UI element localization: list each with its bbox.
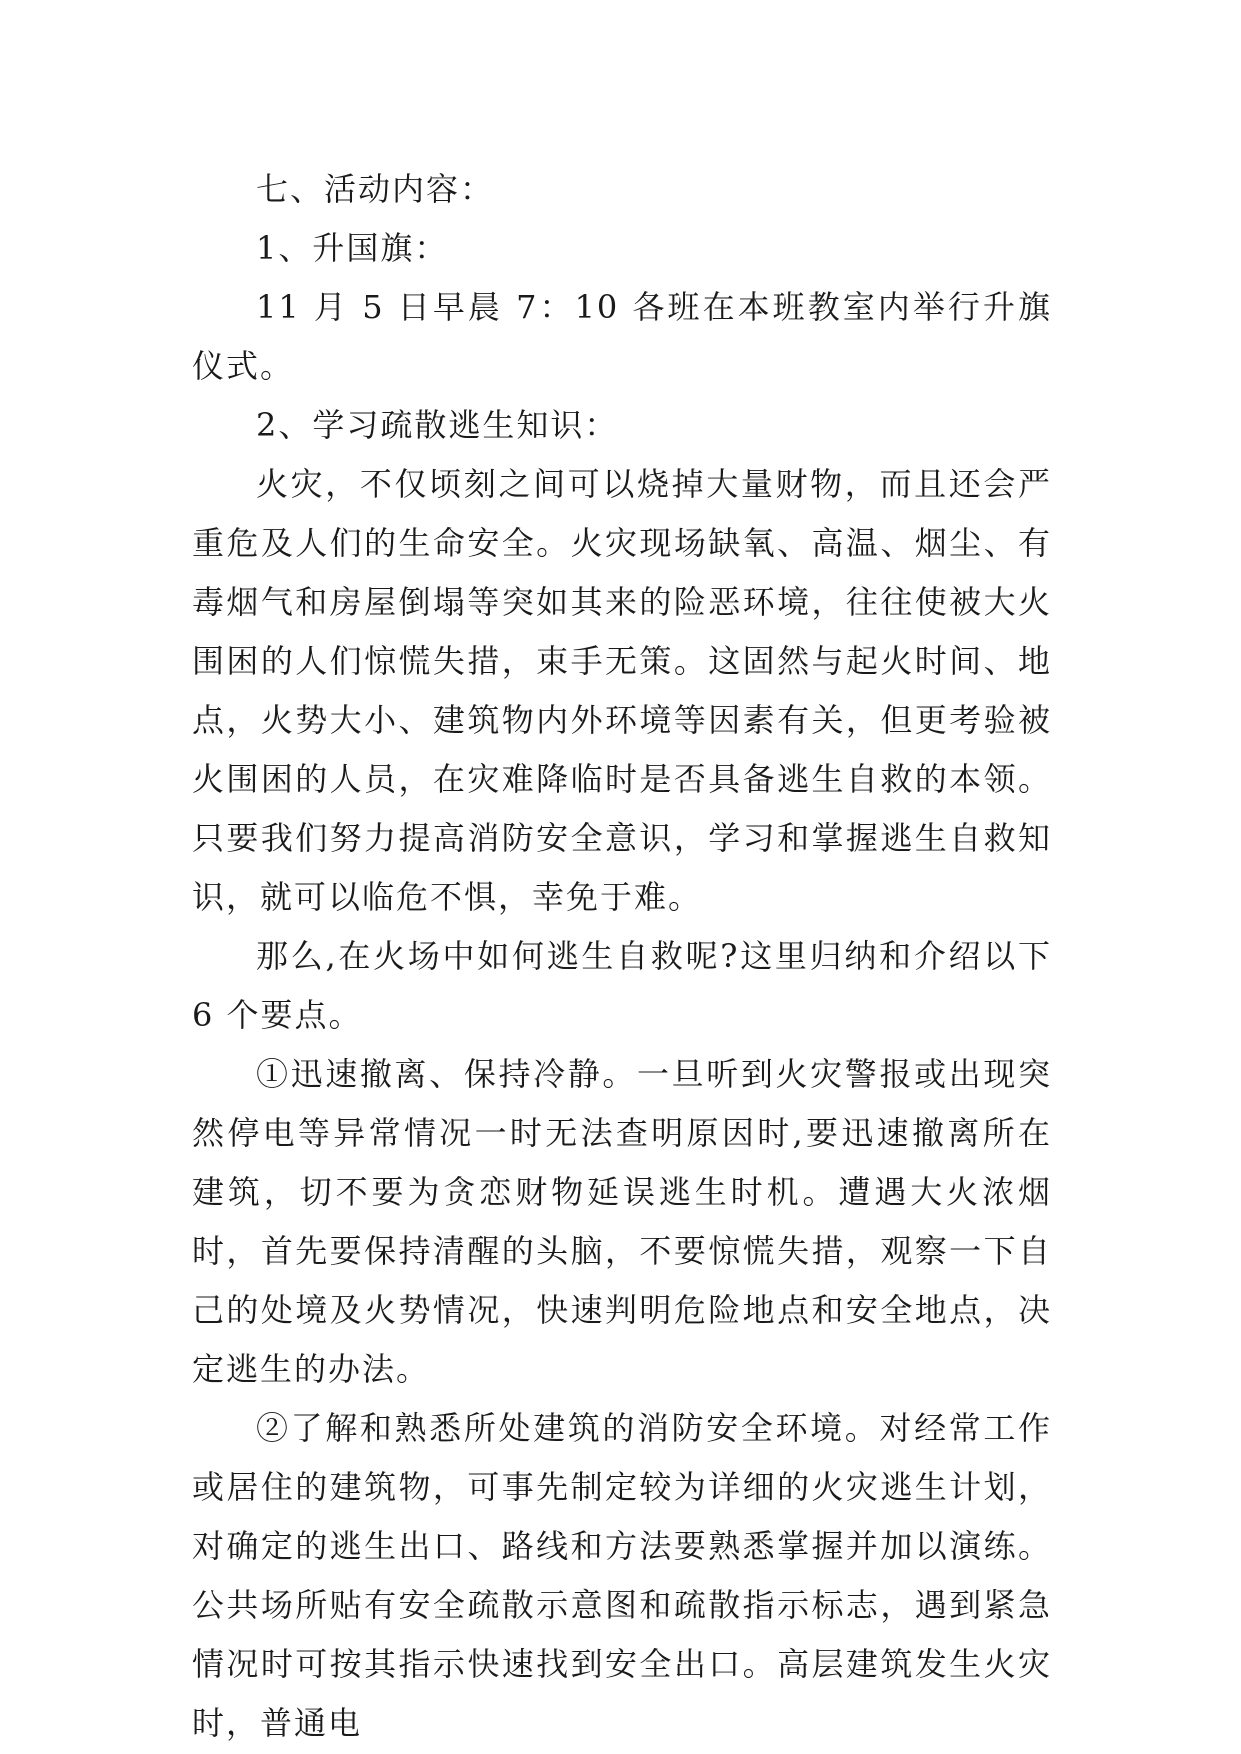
paragraph-six-points-intro: 那么,在火场中如何逃生自救呢?这里归纳和介绍以下 6 个要点。 — [192, 937, 1052, 1034]
document-body — [192, 160, 1052, 1753]
subheading-evacuation-knowledge: 2、学习疏散逃生知识： — [256, 406, 619, 444]
subheading-flag-raising: 1、升国旗： — [256, 229, 449, 267]
paragraph-fire-danger: 火灾，不仅顷刻之间可以烧掉大量财物，而且还会严重危及人们的生命安全。火灾现场缺氧、高温、烟尘、有毒烟气和房屋倒塌等突如其来的险恶环境，往往使被大火围困的人们惊慌失措，束手无策。这固然与起火时间、地点，火势大小、建筑物内外环境等因素有关，但更考验被火围困的人员，在灾难降临时是否具备逃生自救的本领。只要我们努力提高消防安全意识，学习和掌握逃生自救知识，就可以临危不惧，幸免于难。 — [192, 465, 1052, 916]
section-heading-activity-content: 七、活动内容： — [256, 170, 495, 208]
paragraph-flag-raising-schedule: 11 月 5 日早晨 7：10 各班在本班教室内举行升旗仪式。 — [192, 288, 1052, 385]
paragraph-point-2: ②了解和熟悉所处建筑的消防安全环境。对经常工作或居住的建筑物，可事先制定较为详细的火灾逃生计划，对确定的逃生出口、路线和方法要熟悉掌握并加以演练。公共场所贴有安全疏散示意图和疏散指示标志，遇到紧急情况时可按其指示快速找到安全出口。高层建筑发生火灾时，普通电 — [192, 1409, 1052, 1742]
paragraph-point-1: ①迅速撤离、保持冷静。一旦听到火灾警报或出现突然停电等异常情况一时无法查明原因时,要迅速撤离所在建筑，切不要为贪恋财物延误逃生时机。遭遇大火浓烟时，首先要保持清醒的头脑，不要惊慌失措，观察一下自己的处境及火势情况，快速判明危险地点和安全地点，决定逃生的办法。 — [192, 1055, 1052, 1388]
